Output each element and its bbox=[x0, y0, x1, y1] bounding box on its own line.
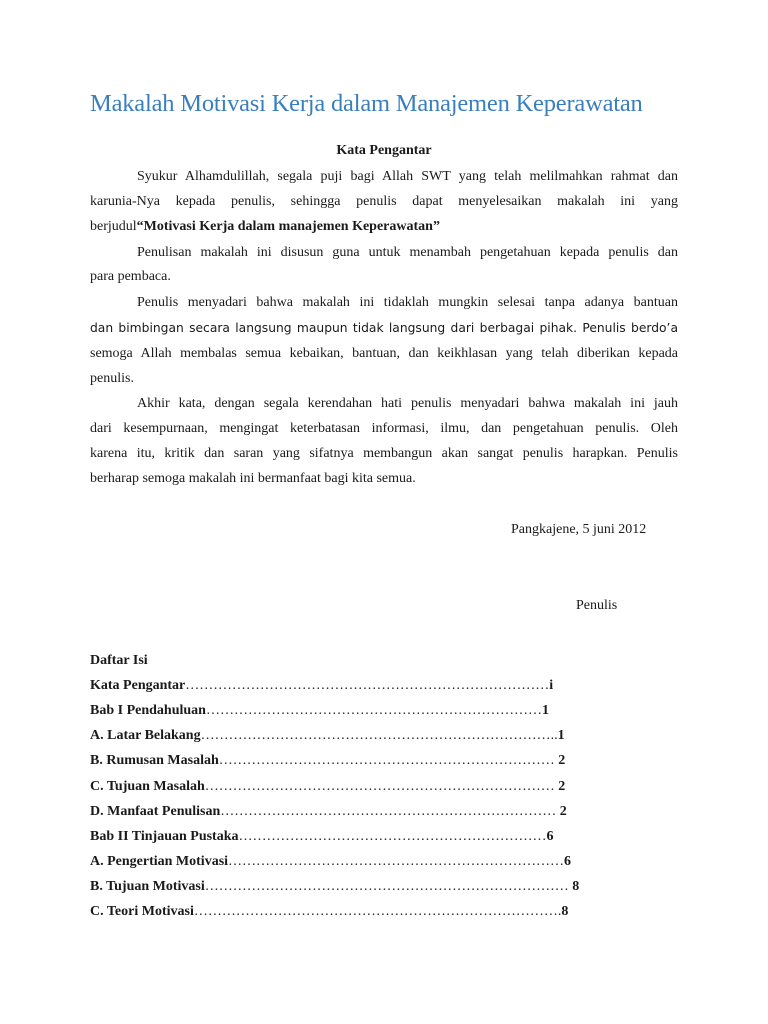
toc-entry bbox=[90, 677, 553, 695]
toc-entry-label: D. Manfaat Penulisan bbox=[90, 804, 221, 819]
toc-entry bbox=[90, 878, 579, 896]
toc-entry bbox=[90, 903, 568, 921]
toc-entry bbox=[90, 727, 565, 745]
toc-entry bbox=[90, 853, 571, 871]
toc-entry-dots: ……………………………………………………………… bbox=[220, 804, 560, 819]
toc-entry-label: C. Teori Motivasi bbox=[90, 904, 194, 919]
toc-entry-label: B. Rumusan Masalah bbox=[90, 753, 219, 768]
toc-entry-page: 2 bbox=[558, 753, 566, 768]
paragraph-line: dan bimbingan secara langsung maupun tidak langsung dari berbagai pihak. Penulis berdo’a bbox=[90, 321, 678, 335]
toc-entry-label: A. Pengertian Motivasi bbox=[90, 854, 229, 869]
toc-entry-page: 6 bbox=[564, 854, 572, 869]
toc-entry-page: 6 bbox=[546, 829, 554, 844]
toc-entry-label: C. Tujuan Masalah bbox=[90, 779, 205, 794]
book-title-quote: “Motivasi Kerja dalam manajemen Keperawatan” bbox=[136, 219, 440, 234]
toc-entry-label: A. Latar Belakang bbox=[90, 728, 201, 743]
toc-entry-page: 1 bbox=[541, 703, 549, 718]
toc-entry-dots: ……………………………………………………………… bbox=[205, 703, 542, 718]
toc-entry-page: 1 bbox=[557, 728, 565, 743]
toc-entry-page: 8 bbox=[572, 879, 580, 894]
toc-entry-label: Kata Pengantar bbox=[90, 678, 186, 693]
toc-entry-dots: ………………………………………………………………….. bbox=[200, 728, 558, 743]
paragraph-text: berjudul bbox=[90, 219, 137, 234]
toc-entry-page: 8 bbox=[561, 904, 569, 919]
toc-entry bbox=[90, 803, 567, 821]
signature-label: Penulis bbox=[576, 598, 618, 613]
paragraph-line: semoga Allah membalas semua kebaikan, bantuan, dan keikhlasan yang telah diberikan kepada bbox=[90, 346, 678, 361]
paragraph-line: karunia-Nya kepada penulis, sehingga penulis dapat menyelesaikan makalah ini yang bbox=[90, 194, 678, 209]
section-heading-kata-pengantar: Kata Pengantar bbox=[336, 143, 432, 158]
toc-entry-dots: ……………………………………………………………… bbox=[228, 854, 565, 869]
toc-entry bbox=[90, 702, 549, 720]
paragraph-line: Akhir kata, dengan segala kerendahan hati penulis menyadari bahwa makalah ini jauh bbox=[137, 396, 678, 411]
toc-entry-page: 2 bbox=[559, 804, 567, 819]
toc-entry bbox=[90, 778, 565, 796]
toc-entry-dots: ………………………………………………………………… bbox=[204, 779, 559, 794]
toc-entry-dots: ………………………………………………………… bbox=[238, 829, 547, 844]
toc-entry-page: 2 bbox=[558, 779, 566, 794]
document-title: Makalah Motivasi Kerja dalam Manajemen Keperawatan bbox=[90, 90, 643, 117]
toc-entry-dots: ……………………………………………………………………. bbox=[193, 904, 562, 919]
toc-entry-dots: ……………………………………………………………… bbox=[218, 753, 559, 768]
toc-entry-label: Bab II Tinjauan Pustaka bbox=[90, 829, 239, 844]
toc-entry-label: Bab I Pendahuluan bbox=[90, 703, 206, 718]
toc-title: Daftar Isi bbox=[90, 653, 148, 668]
toc-entry bbox=[90, 828, 554, 846]
paragraph-line: Syukur Alhamdulillah, segala puji bagi Allah SWT yang telah melilmahkan rahmat dan bbox=[137, 169, 678, 184]
paragraph-line: penulis. bbox=[90, 371, 134, 386]
paragraph-line: dari kesempurnaan, mengingat keterbatasan informasi, ilmu, dan pengetahuan penulis. Oleh bbox=[90, 421, 678, 436]
toc-entry-label: B. Tujuan Motivasi bbox=[90, 879, 205, 894]
paragraph-line: karena itu, kritik dan saran yang sifatnya membangun akan sangat penulis harapkan. Penulis bbox=[90, 446, 678, 461]
paragraph-line bbox=[90, 218, 440, 236]
toc-entry-dots: …………………………………………………………………… bbox=[185, 678, 550, 693]
place-date: Pangkajene, 5 juni 2012 bbox=[511, 522, 647, 537]
paragraph-line: berharap semoga makalah ini bermanfaat bagi kita semua. bbox=[90, 471, 416, 486]
toc-entry bbox=[90, 752, 565, 770]
paragraph-line: Penulisan makalah ini disusun guna untuk menambah pengetahuan kepada penulis dan bbox=[137, 245, 678, 260]
toc-entry-dots: …………………………………………………………………… bbox=[204, 879, 573, 894]
paragraph-line: para pembaca. bbox=[90, 269, 171, 284]
paragraph-line: Penulis menyadari bahwa makalah ini tidaklah mungkin selesai tanpa adanya bantuan bbox=[137, 295, 678, 310]
toc-entry-page: i bbox=[549, 678, 554, 693]
